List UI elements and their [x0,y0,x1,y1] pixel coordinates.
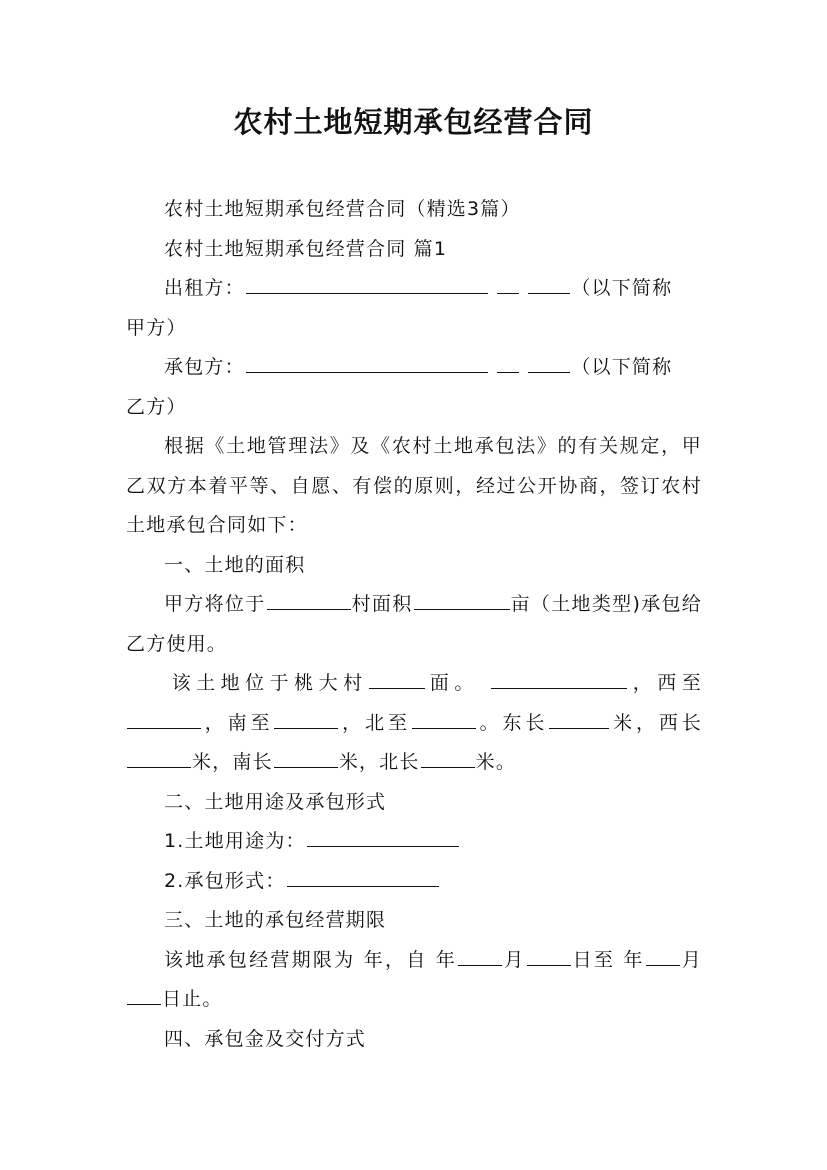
north-length-blank [421,766,475,768]
lessor-line [126,269,702,348]
section1-heading: 一、土地的面积 [164,553,306,576]
text-segment: 亩（土地类型)承包给乙方使用。 [126,593,702,655]
west-length-blank [127,766,191,768]
start-month-blank [458,964,502,966]
text-segment: 月 [680,948,703,971]
section4-heading: 四、承包金及交付方式 [164,1027,367,1050]
north-blank [412,727,476,729]
text-segment: 月 [503,948,526,971]
section1-paragraph2 [126,664,702,783]
section3-heading: 三、土地的承包经营期限 [164,909,387,931]
end-year-blank [646,964,680,966]
section2-item2 [126,862,702,902]
lessee-suffix-2: 乙方） [126,395,187,418]
text-segment: 该地承包经营期限为 年，自 年 [164,948,458,971]
subtitle: 农村土地短期承包经营合同（精选3篇） [164,198,521,220]
lessee-blank-2 [497,371,519,373]
text-segment: 米，北长 [338,751,420,773]
text-segment: 1.土地用途为： [164,830,306,852]
preamble: 根据《土地管理法》及《农村土地承包法》的有关规定，甲乙双方本着平等、自愿、有偿的原则，经过公开协商，签订农村土地承包合同如下： [126,435,702,536]
text-segment: 米。 [475,751,517,773]
document-body [126,190,702,1059]
text-segment: 面。 [425,672,479,694]
contract-form-blank [287,885,439,887]
west-blank [127,727,201,729]
part-heading: 农村土地短期承包经营合同 篇1 [164,237,448,260]
text-segment: ，西至 [628,672,702,694]
south-blank [274,727,338,729]
text-segment: 。东长 [476,711,549,734]
section2-item1 [126,822,702,862]
text-segment: 2.承包形式： [164,869,286,892]
lessor-blank-2 [497,292,519,294]
document-title: 农村土地短期承包经营合同 [233,105,594,139]
lessee-blank-3 [528,371,570,373]
east-length-blank [549,727,609,729]
land-use-blank [307,845,459,847]
south-length-blank [274,766,338,768]
village-blank [267,608,351,610]
facing-blank [369,687,425,689]
text-segment: 米，西长 [610,711,702,734]
lessor-suffix-2: 甲方） [126,316,187,339]
lessor-blank-3 [528,292,570,294]
start-day-blank [527,964,571,966]
text-segment: 日止。 [162,988,223,1010]
section1-paragraph1 [126,585,702,664]
text-segment: 该土地位于桃大村 [171,672,368,694]
text-segment: 村面积 [351,593,413,615]
end-day-blank [127,1003,161,1005]
lessor-name-blank [246,292,488,294]
text-segment: 日至 年 [571,948,645,971]
area-blank [414,608,510,610]
lessor-suffix: （以下简称 [571,277,673,299]
section2-heading: 二、土地用途及承包形式 [164,790,387,813]
lessee-label: 承包方： [164,356,245,378]
text-segment: 米，南长 [192,751,273,773]
east-blank [491,687,627,689]
text-segment: ，北至 [339,711,411,734]
lessee-line [126,348,702,427]
section3-paragraph [126,941,702,1020]
text-segment: ，南至 [202,711,274,734]
lessee-name-blank [246,371,488,373]
lessee-suffix: （以下简称 [571,356,673,378]
lessor-label: 出租方： [164,277,245,299]
text-segment: 甲方将位于 [164,593,266,615]
